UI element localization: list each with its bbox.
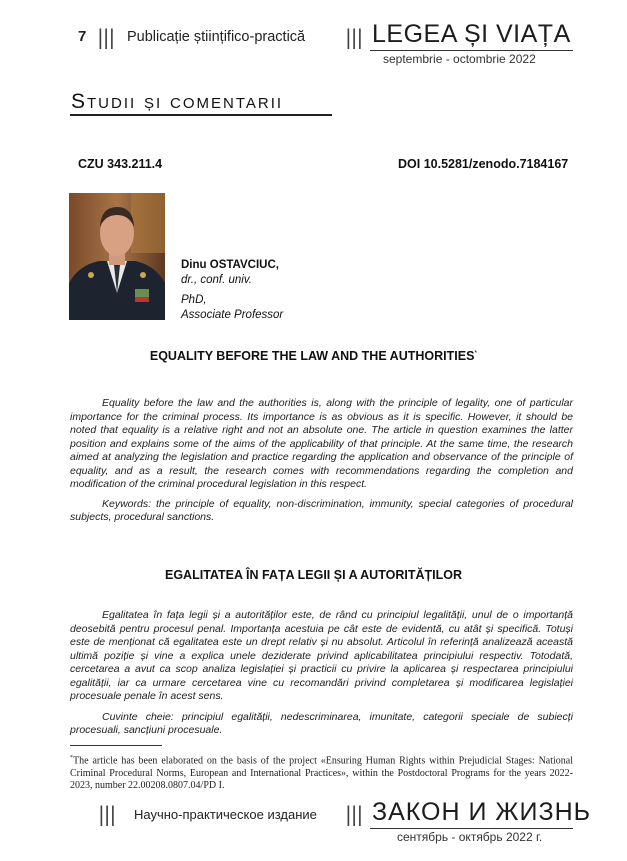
footer-masthead-separator: ||| <box>345 802 363 826</box>
footer-journal-title: ЗАКОН И ЖИЗНЬ <box>372 798 592 826</box>
footnote-rule <box>70 745 162 746</box>
masthead-rule <box>370 50 573 51</box>
article-title-ro: EGALITATEA ÎN FAȚA LEGII ȘI A AUTORITĂȚILOR <box>165 568 462 582</box>
abstract-en <box>70 397 573 525</box>
header-separator: ||| <box>97 25 115 49</box>
author-name: Dinu OSTAVCIUC, <box>181 259 279 271</box>
author-info <box>181 258 283 323</box>
keywords-ro: Cuvinte cheie: principiul egalității, nedescriminarea, imunitate, categorii speciale de subiecți procesuali, sancțiuni procesuale. <box>70 710 573 736</box>
footnote-marker: * <box>474 349 478 357</box>
article-title-en <box>0 349 627 363</box>
keywords-en: Keywords: the principle of equality, non-discrimination, immunity, special categories of procedural subjects, procedural sanctions. <box>70 497 573 523</box>
footnote-marker-bottom: * <box>70 755 73 761</box>
page-number: 7 <box>78 28 87 45</box>
abstract-ro <box>70 609 573 738</box>
abstract-ro-text: Egalitatea în fața legii și a autorităților este, de rând cu principiul legalității, unul de o importanță deosebită pentru procesul penal. Importanța acestuia pe cât este de evidentă, cu atât și specifică. Totuși este de menționat că egalitatea este un drept relativ și nu absolut. Articolul în referință analizează această ultimă poziție și vine a explica unele deziderate privind aplicabilitatea principiului respectiv. Totodată, cercetarea a avut ca scop analiza legislației și practicii cu privire la aplicarea și respectarea principiului egalității, iar ca urmare cercetarea vine cu recomandări privind completarea și modificarea legislației procesuale penale în acest sens. <box>70 609 573 702</box>
abstract-en-text: Equality before the law and the authorities is, along with the principle of legality, one of particular importance for the criminal process. Its importance is as obvious as it is specific. However, it should be noted that equality is a relative right and not an absolute one. The article in question examines the latter position and explains some of the aims of the applicability of that principle. At the same time, the research aimed at analyzing the legislation and practice regarding the application and observance of the principle of equality, and as a result, the research comes with recommendations regarding the completion and modification of the criminal procedural legislation in this respect. <box>70 397 573 490</box>
issue-date: septembrie - octombrie 2022 <box>383 52 536 66</box>
header-publication: Publicație științifico-practică <box>127 29 306 45</box>
footnote-text: The article has been elaborated on the basis of the project «Ensuring Human Rights within Prejudicial Stages: National Criminal Procedural Norms, European and International Practices», within the Postdoctoral Programs for the years 2022-2023, number 22.00208.0807.04/PD I. <box>70 755 573 792</box>
section-title: Studii și comentarii <box>71 90 284 113</box>
section-rule <box>70 114 332 116</box>
footnote <box>70 752 573 793</box>
czu-code: CZU 343.211.4 <box>78 157 163 171</box>
footer-publication: Научно-практическое издание <box>134 807 317 822</box>
author-title-en: Associate Professor <box>181 309 284 321</box>
footer-separator: ||| <box>98 802 116 826</box>
author-degree: PhD, <box>181 294 207 306</box>
doi: DOI 10.5281/zenodo.7184167 <box>398 157 569 171</box>
author-title-ro: dr., conf. univ. <box>181 274 252 286</box>
masthead-separator: ||| <box>345 25 363 49</box>
author-photo <box>69 193 165 320</box>
footer-issue-date: сентябрь - октябрь 2022 г. <box>397 830 543 844</box>
article-title-en-text: EQUALITY BEFORE THE LAW AND THE AUTHORITIES <box>149 349 475 363</box>
journal-title: LEGEA ȘI VIAȚA <box>372 20 571 48</box>
footer-masthead-rule <box>370 828 573 829</box>
